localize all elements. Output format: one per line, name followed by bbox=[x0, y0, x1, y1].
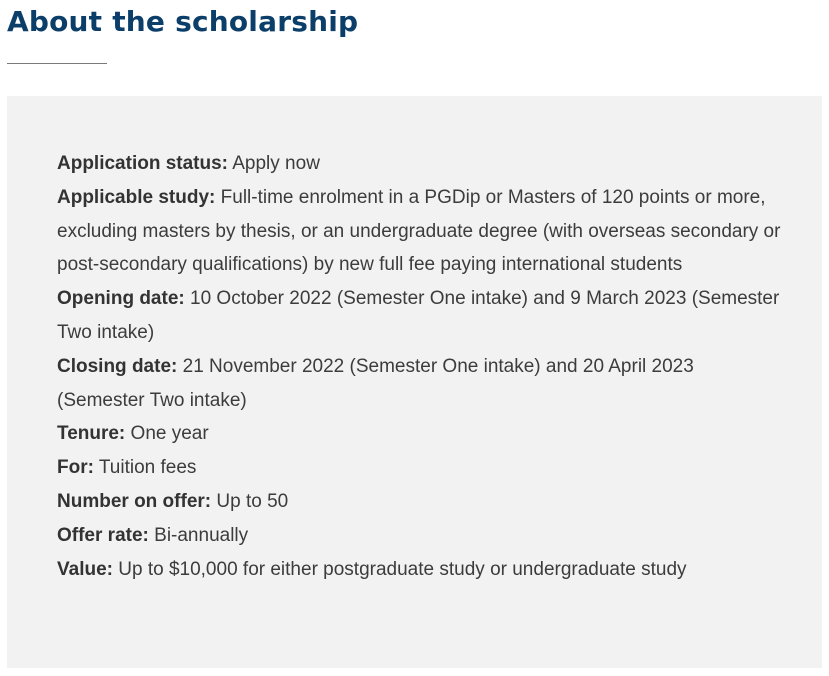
detail-for bbox=[57, 451, 782, 485]
detail-label: For: bbox=[57, 457, 94, 479]
detail-value: 10 October 2022 (Semester One intake) and 9 March 2023 (Semester Two intake) bbox=[57, 288, 780, 343]
detail-label: Opening date: bbox=[57, 288, 185, 310]
detail-number-on-offer bbox=[57, 485, 782, 519]
detail-value: One year bbox=[130, 423, 209, 445]
detail-label: Value: bbox=[57, 558, 113, 580]
detail-opening-date bbox=[57, 282, 782, 350]
detail-value: Full-time enrolment in a PGDip or Masters of 120 points or more, excluding masters by thesis, or an undergraduate degree (with overseas secondary or post-secondary qualifications) by new full fee paying international students bbox=[57, 186, 781, 276]
detail-closing-date bbox=[57, 350, 782, 418]
page-title: About the scholarship bbox=[7, 5, 359, 38]
detail-value: Up to $10,000 for either postgraduate study or undergraduate study bbox=[118, 558, 687, 580]
detail-label: Application status: bbox=[57, 153, 229, 174]
detail-label: Applicable study: bbox=[57, 186, 216, 208]
detail-value: Tuition fees bbox=[98, 457, 197, 479]
scholarship-details-list bbox=[57, 147, 782, 586]
detail-label: Number on offer: bbox=[57, 490, 212, 512]
detail-tenure bbox=[57, 417, 782, 451]
detail-label: Tenure: bbox=[57, 423, 126, 445]
detail-label: Offer rate: bbox=[57, 524, 149, 546]
title-divider bbox=[7, 63, 107, 64]
detail-value: Up to 50 bbox=[216, 490, 289, 512]
detail-label: Closing date: bbox=[57, 355, 178, 377]
detail-value: Bi-annually bbox=[154, 524, 249, 546]
detail-applicable-study bbox=[57, 181, 782, 282]
detail-offer-rate bbox=[57, 519, 782, 553]
scholarship-details-panel bbox=[7, 96, 822, 668]
detail-value bbox=[57, 553, 782, 587]
detail-application-status bbox=[57, 147, 782, 181]
detail-value: 21 November 2022 (Semester One intake) and 20 April 2023 (Semester Two intake) bbox=[57, 355, 694, 411]
detail-value: Apply now bbox=[232, 153, 320, 174]
